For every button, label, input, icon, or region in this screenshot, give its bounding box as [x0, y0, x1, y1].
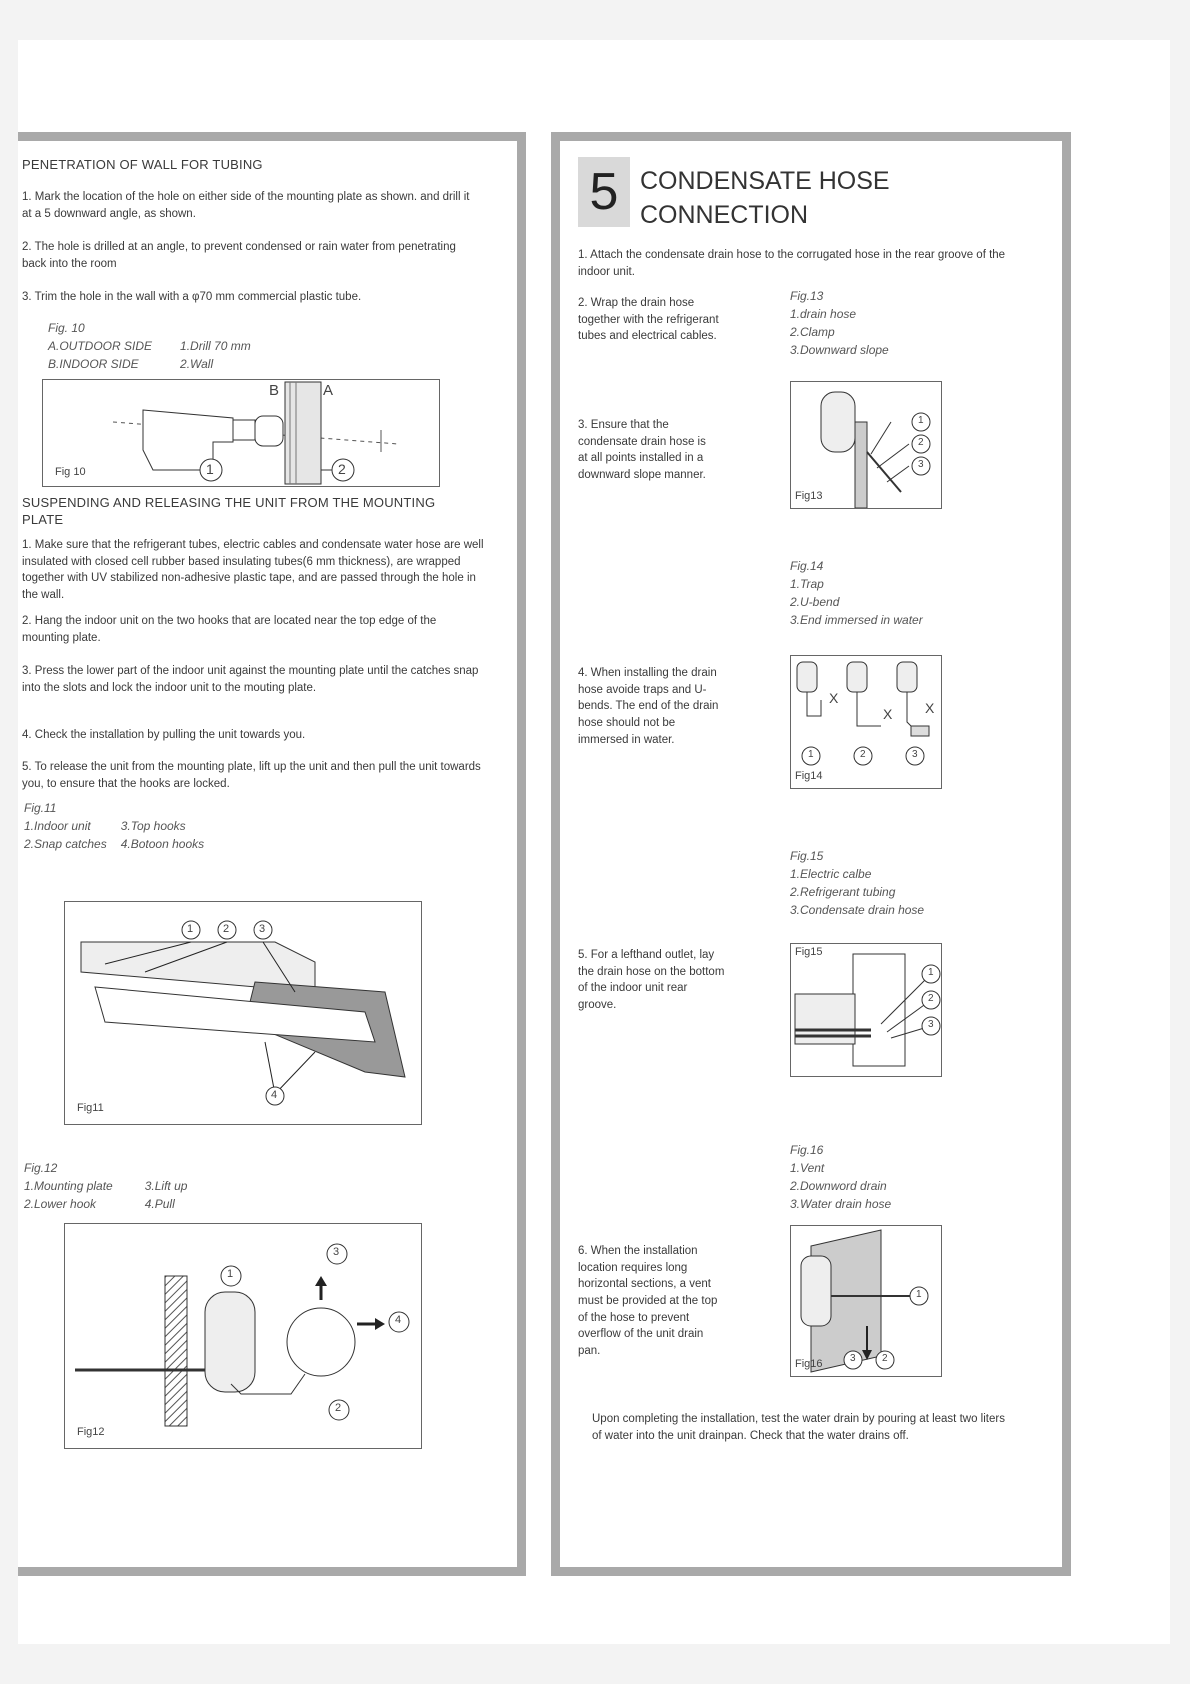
fig12-title: Fig.12: [24, 1161, 58, 1175]
fig10-mark-a: A: [323, 382, 334, 399]
fig12-callout-2: 2: [335, 1402, 342, 1414]
manual-page: [18, 40, 1170, 1644]
fig16-item-1: 1.Vent: [790, 1161, 825, 1175]
fig14-drawing: [790, 655, 942, 789]
condensate-step-1: 1. Attach the condensate drain hose to the corrugated hose in the rear groove of the indoor unit.: [578, 249, 1006, 278]
heading-suspending: SUSPENDING AND RELEASING THE UNIT FROM THE MOUNTING PLATE: [22, 495, 436, 527]
fig16-callout-2: 2: [882, 1353, 888, 1364]
fig16-title: Fig.16: [790, 1143, 824, 1157]
suspend-step-2: 2. Hang the indoor unit on the two hooks that are located near the top edge of the mounting plate.: [22, 615, 437, 644]
fig13-item-3: 3.Downward slope: [790, 343, 889, 357]
release-unit-illustration: [65, 1224, 421, 1448]
fig13-drawing: [790, 381, 942, 509]
fig16-caption: [790, 1141, 891, 1213]
fig11-item-4: 4.Botoon hooks: [120, 837, 205, 851]
fig11-item-1: 1.Indoor unit: [24, 819, 91, 833]
fig15-caption: [790, 847, 924, 919]
fig16-drawing: [790, 1225, 942, 1377]
fig12-item-4: 4.Pull: [144, 1197, 175, 1211]
suspend-step-4: 4. Check the installation by pulling the unit towards you.: [22, 729, 306, 741]
fig15-item-2: 2.Refrigerant tubing: [790, 885, 896, 899]
fig10-callout-1: 1: [206, 461, 214, 477]
fig11-label: Fig11: [77, 1102, 104, 1114]
fig15-label: Fig15: [795, 946, 823, 958]
fig13-caption: [790, 287, 889, 359]
fig10-title: Fig. 10: [48, 321, 85, 335]
trap-ubend-illustration: [791, 656, 941, 788]
fig15-item-1: 1.Electric calbe: [790, 867, 872, 881]
fig12-item-2: 2.Lower hook: [24, 1197, 97, 1211]
fig10-drawing: [42, 379, 440, 487]
fig11-item-2: 2.Snap catches: [24, 837, 107, 851]
fig12-callout-1: 1: [227, 1268, 234, 1280]
fig15-callout-1: 1: [928, 967, 934, 978]
vent-illustration: [791, 1226, 941, 1376]
fig14-callout-1: 1: [808, 749, 814, 760]
fig10-mark-b: B: [269, 382, 280, 399]
fig10-item-b: B.INDOOR SIDE: [48, 357, 139, 371]
closing-instruction: Upon completing the installation, test the water drain by pouring at least two liters of water into the unit drainpan. Check that the water drains off.: [592, 1413, 1005, 1442]
fig10-caption: [48, 319, 251, 373]
fig10-label: Fig 10: [55, 466, 86, 478]
step-1-mark-hole: 1. Mark the location of the hole on either side of the mounting plate as shown. and drill it at a 5 downward angle, as shown.: [22, 191, 470, 220]
fig14-label: Fig14: [795, 770, 823, 782]
fig11-callout-2: 2: [223, 923, 230, 935]
fig10-callout-2: 2: [338, 461, 346, 477]
fig14-x-mark-1: X: [829, 690, 839, 706]
fig12-drawing: [64, 1223, 422, 1449]
indoor-unit-mounting-illustration: [65, 902, 421, 1124]
suspend-step-3: 3. Press the lower part of the indoor unit against the mounting plate until the catches snap into the slots and lock the indoor unit to the mouting plate.: [22, 665, 479, 694]
fig13-item-2: 2.Clamp: [790, 325, 835, 339]
fig14-caption: [790, 557, 923, 629]
section-title-line-1: CONDENSATE HOSE: [640, 167, 890, 195]
fig12-callout-3: 3: [333, 1246, 340, 1258]
suspend-step-1: 1. Make sure that the refrigerant tubes, electric cables and condensate water hose are well insulated with closed cell rubber based insulating tubes(6 mm thickness), are wrapped together with UV stabilized non-adhesive plastic tape, and are passed through the hole in the wall.: [22, 539, 484, 602]
right-column: [551, 132, 1071, 1576]
fig11-callout-1: 1: [187, 923, 194, 935]
fig15-callout-3: 3: [928, 1019, 934, 1030]
condensate-step-4: 4. When installing the drain hose avoide traps and U-bends. The end of the drain hose should not be immersed in water.: [578, 667, 719, 746]
fig11-callout-3: 3: [259, 923, 266, 935]
fig13-callout-3: 3: [918, 459, 924, 470]
fig11-caption: [24, 799, 204, 853]
fig12-caption: [24, 1159, 187, 1213]
fig12-item-1: 1.Mounting plate: [24, 1179, 113, 1193]
suspend-step-5: 5. To release the unit from the mounting plate, lift up the unit and then pull the unit towards you, to ensure that the hooks are locked.: [22, 761, 481, 790]
step-3-trim-hole: 3. Trim the hole in the wall with a φ70 mm commercial plastic tube.: [22, 291, 362, 303]
fig14-item-3: 3.End immersed in water: [790, 613, 923, 627]
fig16-callout-3: 3: [850, 1353, 856, 1364]
fig14-x-mark-3: X: [925, 700, 935, 716]
section-title: [640, 165, 890, 233]
fig11-title: Fig.11: [24, 801, 57, 815]
fig13-item-1: 1.drain hose: [790, 307, 857, 321]
fig15-callout-2: 2: [928, 993, 934, 1004]
fig13-title: Fig.13: [790, 289, 824, 303]
fig12-item-3: 3.Lift up: [144, 1179, 188, 1193]
fig11-callout-4: 4: [271, 1089, 278, 1101]
fig14-callout-3: 3: [912, 749, 918, 760]
fig11-drawing: [64, 901, 422, 1125]
condensate-step-2: 2. Wrap the drain hose together with the refrigerant tubes and electrical cables.: [578, 297, 719, 343]
left-column: [18, 132, 526, 1576]
fig16-item-3: 3.Water drain hose: [790, 1197, 892, 1211]
fig14-item-2: 2.U-bend: [790, 595, 840, 609]
condensate-step-6: 6. When the installation location requires long horizontal sections, a vent must be provided at the top of the hose to prevent overflow of the unit drain pan.: [578, 1245, 718, 1358]
fig13-label: Fig13: [795, 490, 823, 502]
section-number: 5: [578, 157, 630, 227]
fig12-label: Fig12: [77, 1426, 105, 1438]
heading-wall-penetration: PENETRATION OF WALL FOR TUBING: [22, 157, 263, 172]
lefthand-outlet-illustration: [791, 944, 941, 1076]
fig11-item-3: 3.Top hooks: [120, 819, 186, 833]
fig14-title: Fig.14: [790, 559, 824, 573]
fig16-callout-1: 1: [916, 1289, 922, 1300]
fig15-drawing: [790, 943, 942, 1077]
fig13-callout-1: 1: [918, 415, 924, 426]
fig14-item-1: 1.Trap: [790, 577, 824, 591]
fig14-x-mark-2: X: [883, 706, 893, 722]
fig15-item-3: 3.Condensate drain hose: [790, 903, 925, 917]
fig16-label: Fig16: [795, 1358, 823, 1370]
fig10-item-a: A.OUTDOOR SIDE: [48, 339, 153, 353]
fig10-item-2: 2.Wall: [180, 357, 214, 371]
fig12-callout-4: 4: [395, 1314, 402, 1326]
fig16-item-2: 2.Downword drain: [790, 1179, 887, 1193]
fig14-callout-2: 2: [860, 749, 866, 760]
condensate-step-3: 3. Ensure that the condensate drain hose is at all points installed in a downward slope manner.: [578, 419, 706, 482]
step-2-hole-angle: 2. The hole is drilled at an angle, to prevent condensed or rain water from penetrating back into the room: [22, 241, 456, 270]
fig15-title: Fig.15: [790, 849, 824, 863]
section-title-line-2: CONNECTION: [640, 200, 809, 229]
fig13-callout-2: 2: [918, 437, 924, 448]
fig10-item-1: 1.Drill 70 mm: [180, 339, 251, 353]
condensate-step-5: 5. For a lefthand outlet, lay the drain hose on the bottom of the indoor unit rear groove.: [578, 949, 725, 1012]
drill-illustration: [43, 380, 439, 486]
